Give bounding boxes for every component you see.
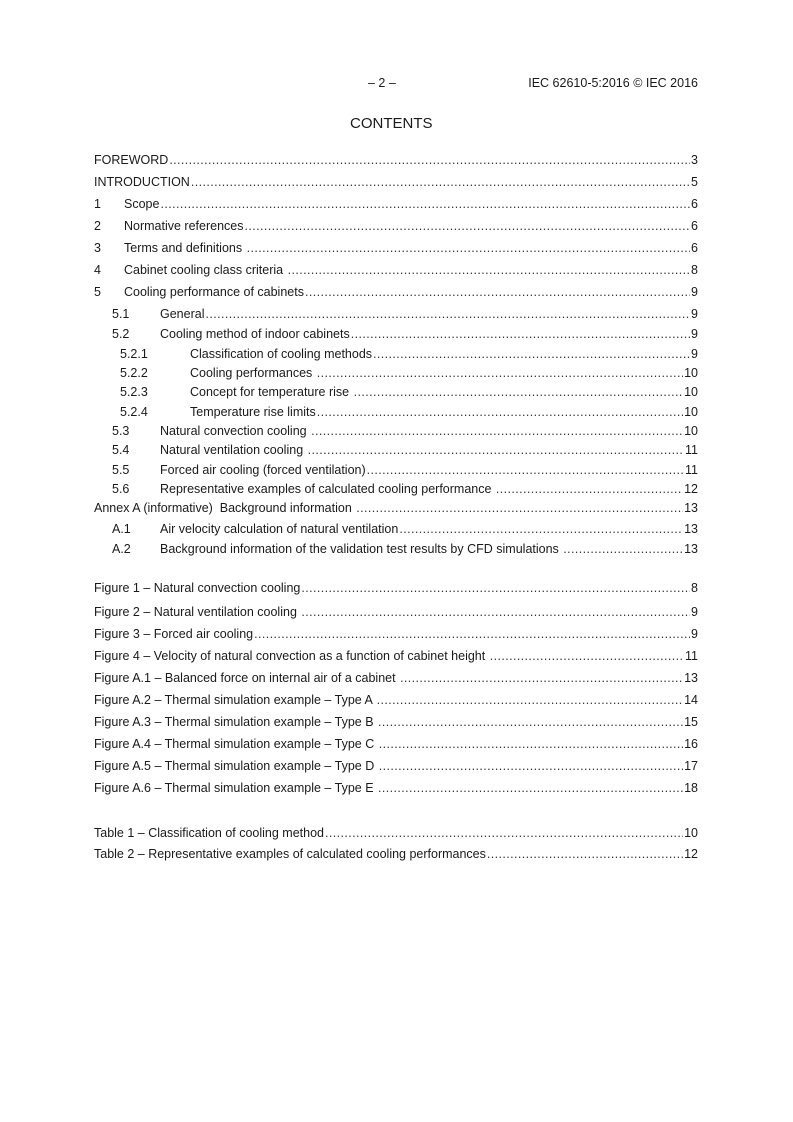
dot-leader bbox=[247, 240, 690, 256]
section-number: 5.6 bbox=[112, 482, 130, 496]
dot-leader bbox=[191, 174, 690, 190]
entry-title: Figure A.1 – Balanced force on internal air of a cabinet bbox=[94, 671, 400, 685]
entry-title: Normative references bbox=[124, 219, 244, 233]
entry-title: General bbox=[160, 307, 205, 321]
page-reference: 10 bbox=[684, 405, 698, 419]
dot-leader bbox=[373, 346, 690, 362]
dot-leader bbox=[305, 284, 690, 300]
toc-entry[interactable] bbox=[94, 240, 698, 256]
toc-entry[interactable] bbox=[94, 196, 698, 212]
entry-title: Figure A.3 – Thermal simulation example – Type B bbox=[94, 715, 378, 729]
dot-leader bbox=[169, 152, 690, 168]
section-number: 3 bbox=[94, 241, 101, 255]
figure-list-entry[interactable] bbox=[94, 604, 698, 620]
entry-title: Figure 3 – Forced air cooling bbox=[94, 627, 254, 641]
page-reference: 9 bbox=[691, 285, 698, 299]
section-number: 5.4 bbox=[112, 443, 130, 457]
page-reference: 6 bbox=[691, 197, 698, 211]
entry-title: Natural convection cooling bbox=[160, 424, 311, 438]
dot-leader bbox=[378, 780, 683, 796]
entry-title: Figure 4 – Velocity of natural convection as a function of cabinet height bbox=[94, 649, 489, 663]
page-reference: 9 bbox=[691, 627, 698, 641]
figure-list-entry[interactable] bbox=[94, 692, 698, 708]
dot-leader bbox=[301, 604, 690, 620]
toc-entry[interactable] bbox=[94, 462, 698, 478]
entry-title: Figure A.2 – Thermal simulation example – Type A bbox=[94, 693, 376, 707]
entry-title: Temperature rise limits bbox=[190, 405, 316, 419]
page-reference: 11 bbox=[685, 443, 698, 457]
page-reference: 10 bbox=[684, 385, 698, 399]
toc-entry[interactable] bbox=[94, 218, 698, 234]
toc-entry[interactable] bbox=[94, 306, 698, 322]
section-number: 5.2.3 bbox=[120, 385, 148, 399]
toc-entry[interactable] bbox=[94, 365, 698, 381]
page-reference: 6 bbox=[691, 219, 698, 233]
section-number: 5 bbox=[94, 285, 101, 299]
page-reference: 13 bbox=[684, 522, 698, 536]
entry-title: Forced air cooling (forced ventilation) bbox=[160, 463, 366, 477]
dot-leader bbox=[254, 626, 690, 642]
dot-leader bbox=[378, 714, 683, 730]
page-number: – 2 – bbox=[368, 76, 396, 90]
figure-list-entry[interactable] bbox=[94, 758, 698, 774]
dot-leader bbox=[354, 384, 684, 400]
figure-list-entry[interactable] bbox=[94, 670, 698, 686]
page-reference: 13 bbox=[684, 501, 698, 515]
entry-title: Table 1 – Classification of cooling method bbox=[94, 826, 324, 840]
figure-list-entry[interactable] bbox=[94, 648, 698, 664]
dot-leader bbox=[317, 404, 683, 420]
entry-title: INTRODUCTION bbox=[94, 175, 190, 189]
entry-title: Figure A.6 – Thermal simulation example – Type E bbox=[94, 781, 378, 795]
toc-entry[interactable] bbox=[94, 442, 698, 458]
dot-leader bbox=[325, 825, 683, 841]
dot-leader bbox=[301, 580, 690, 596]
toc-entry[interactable] bbox=[94, 152, 698, 168]
figure-list-entry[interactable] bbox=[94, 714, 698, 730]
toc-entry[interactable] bbox=[94, 481, 698, 497]
section-number: 2 bbox=[94, 219, 101, 233]
page-reference: 12 bbox=[684, 847, 698, 861]
dot-leader bbox=[356, 500, 683, 516]
dot-leader bbox=[496, 481, 683, 497]
page-reference: 8 bbox=[691, 263, 698, 277]
page-reference: 10 bbox=[684, 366, 698, 380]
entry-title: Figure 2 – Natural ventilation cooling bbox=[94, 605, 301, 619]
toc-entry[interactable] bbox=[94, 500, 698, 516]
section-number: 5.2.2 bbox=[120, 366, 148, 380]
figure-list-entry[interactable] bbox=[94, 580, 698, 596]
page-reference: 13 bbox=[684, 542, 698, 556]
entry-title: Annex A (informative) Background information bbox=[94, 501, 356, 515]
toc-entry[interactable] bbox=[94, 346, 698, 362]
dot-leader bbox=[205, 306, 690, 322]
dot-leader bbox=[367, 462, 684, 478]
page-reference: 11 bbox=[685, 463, 698, 477]
entry-title: Background information of the validation test results by CFD simulations bbox=[160, 542, 563, 556]
entry-title: Cooling performance of cabinets bbox=[124, 285, 304, 299]
page-reference: 17 bbox=[684, 759, 698, 773]
entry-title: Scope bbox=[124, 197, 160, 211]
dot-leader bbox=[377, 692, 683, 708]
dot-leader bbox=[563, 541, 683, 557]
toc-entry[interactable] bbox=[94, 262, 698, 278]
entry-title: Figure A.5 – Thermal simulation example – Type D bbox=[94, 759, 378, 773]
entry-title: Terms and definitions bbox=[124, 241, 246, 255]
document-reference: IEC 62610-5:2016 © IEC 2016 bbox=[528, 76, 698, 90]
page-reference: 9 bbox=[691, 605, 698, 619]
dot-leader bbox=[317, 365, 683, 381]
page-title: CONTENTS bbox=[350, 115, 433, 132]
entry-title: Cooling performances bbox=[190, 366, 316, 380]
page-reference: 6 bbox=[691, 241, 698, 255]
figure-list-entry[interactable] bbox=[94, 780, 698, 796]
dot-leader bbox=[490, 648, 684, 664]
toc-entry[interactable] bbox=[94, 174, 698, 190]
toc-entry[interactable] bbox=[94, 541, 698, 557]
page-reference: 9 bbox=[691, 307, 698, 321]
figure-list-entry[interactable] bbox=[94, 736, 698, 752]
dot-leader bbox=[311, 423, 683, 439]
toc-entry[interactable] bbox=[94, 423, 698, 439]
figure-list-entry[interactable] bbox=[94, 626, 698, 642]
section-number: 4 bbox=[94, 263, 101, 277]
page-reference: 8 bbox=[691, 581, 698, 595]
page-reference: 10 bbox=[684, 424, 698, 438]
entry-title: Representative examples of calculated cooling performance bbox=[160, 482, 495, 496]
entry-title: Natural ventilation cooling bbox=[160, 443, 307, 457]
toc-entry[interactable] bbox=[94, 404, 698, 420]
page-reference: 9 bbox=[691, 327, 698, 341]
dot-leader bbox=[487, 846, 683, 862]
page-header bbox=[94, 76, 698, 92]
page-reference: 12 bbox=[684, 482, 698, 496]
table-list-entry[interactable] bbox=[94, 846, 698, 862]
section-number: 5.2.4 bbox=[120, 405, 148, 419]
dot-leader bbox=[399, 521, 683, 537]
section-number: 5.2.1 bbox=[120, 347, 148, 361]
section-number: 5.3 bbox=[112, 424, 130, 438]
page-reference: 15 bbox=[684, 715, 698, 729]
dot-leader bbox=[400, 670, 683, 686]
entry-title: Cabinet cooling class criteria bbox=[124, 263, 287, 277]
dot-leader bbox=[379, 758, 683, 774]
section-number: 5.2 bbox=[112, 327, 130, 341]
section-number: A.1 bbox=[112, 522, 131, 536]
entry-title: Cooling method of indoor cabinets bbox=[160, 327, 350, 341]
page-reference: 5 bbox=[691, 175, 698, 189]
section-number: 5.5 bbox=[112, 463, 130, 477]
page-reference: 3 bbox=[691, 153, 698, 167]
dot-leader bbox=[288, 262, 690, 278]
toc-entry[interactable] bbox=[94, 284, 698, 300]
entry-title: Figure A.4 – Thermal simulation example – Type C bbox=[94, 737, 378, 751]
entry-title: Concept for temperature rise bbox=[190, 385, 353, 399]
dot-leader bbox=[160, 196, 690, 212]
page-reference: 16 bbox=[684, 737, 698, 751]
entry-title: Figure 1 – Natural convection cooling bbox=[94, 581, 301, 595]
page-reference: 9 bbox=[691, 347, 698, 361]
entry-title: Air velocity calculation of natural ventilation bbox=[160, 522, 399, 536]
page-reference: 13 bbox=[684, 671, 698, 685]
dot-leader bbox=[379, 736, 683, 752]
section-number: 1 bbox=[94, 197, 101, 211]
page-reference: 11 bbox=[685, 649, 698, 663]
section-number: 5.1 bbox=[112, 307, 130, 321]
page-reference: 18 bbox=[684, 781, 698, 795]
page-reference: 14 bbox=[684, 693, 698, 707]
page-reference: 10 bbox=[684, 826, 698, 840]
entry-title: Table 2 – Representative examples of calculated cooling performances bbox=[94, 847, 486, 861]
toc-entry[interactable] bbox=[94, 384, 698, 400]
entry-title: FOREWORD bbox=[94, 153, 169, 167]
toc-entry[interactable] bbox=[94, 521, 698, 537]
dot-leader bbox=[351, 326, 690, 342]
section-number: A.2 bbox=[112, 542, 131, 556]
dot-leader bbox=[245, 218, 691, 234]
table-list-entry[interactable] bbox=[94, 825, 698, 841]
dot-leader bbox=[308, 442, 684, 458]
toc-entry[interactable] bbox=[94, 326, 698, 342]
entry-title: Classification of cooling methods bbox=[190, 347, 373, 361]
